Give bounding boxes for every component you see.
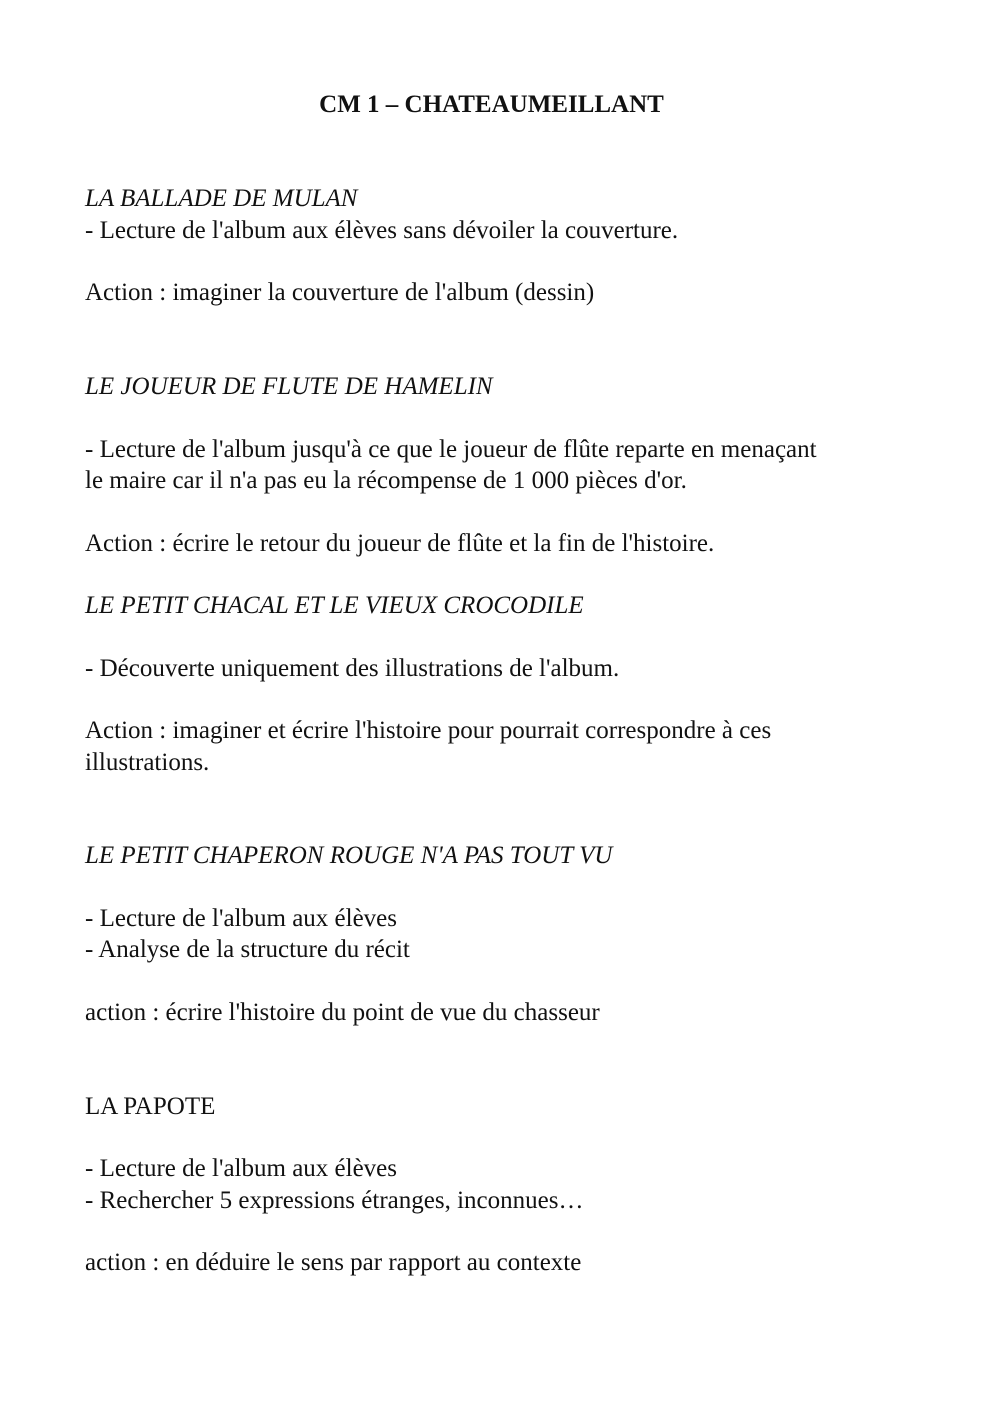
- section-line: - Découverte uniquement des illustrations de l'album.: [85, 655, 620, 682]
- section-line: - Lecture de l'album jusqu'à ce que le joueur de flûte reparte en menaçant: [85, 436, 817, 463]
- section-line: - Lecture de l'album aux élèves: [85, 1155, 397, 1182]
- section-heading-papote: LA PAPOTE: [85, 1093, 216, 1120]
- section-action: Action : écrire le retour du joueur de flûte et la fin de l'histoire.: [85, 530, 715, 557]
- section-heading-mulan: LA BALLADE DE MULAN: [85, 185, 358, 212]
- section-action: action : écrire l'histoire du point de vue du chasseur: [85, 999, 600, 1026]
- section-heading-chaperon: LE PETIT CHAPERON ROUGE N'A PAS TOUT VU: [85, 842, 613, 869]
- section-line: - Analyse de la structure du récit: [85, 936, 410, 963]
- section-heading-chacal: LE PETIT CHACAL ET LE VIEUX CROCODILE: [85, 592, 584, 619]
- section-line: - Rechercher 5 expressions étranges, inconnues…: [85, 1187, 584, 1214]
- section-action-continued: illustrations.: [85, 749, 210, 776]
- section-heading-hamelin: LE JOUEUR DE FLUTE DE HAMELIN: [85, 373, 493, 400]
- section-action: Action : imaginer la couverture de l'album (dessin): [85, 279, 595, 306]
- page-title: CM 1 – CHATEAUMEILLANT: [319, 91, 664, 118]
- section-line: le maire car il n'a pas eu la récompense de 1 000 pièces d'or.: [85, 467, 687, 494]
- section-line: - Lecture de l'album aux élèves sans dévoiler la couverture.: [85, 217, 679, 244]
- section-line: - Lecture de l'album aux élèves: [85, 905, 397, 932]
- section-action: Action : imaginer et écrire l'histoire pour pourrait correspondre à ces: [85, 717, 772, 744]
- section-action: action : en déduire le sens par rapport au contexte: [85, 1249, 582, 1276]
